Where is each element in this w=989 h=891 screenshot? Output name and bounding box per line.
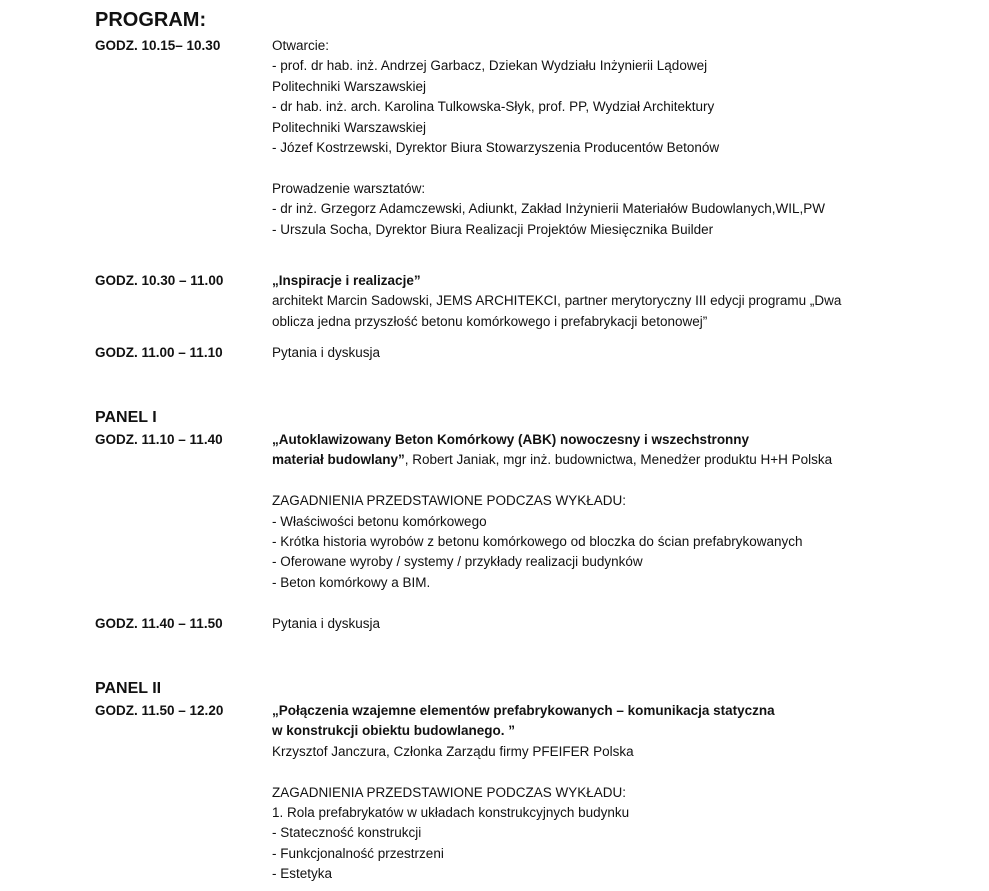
- time-slot-panel-2: GODZ. 11.50 – 12.20: [95, 703, 224, 718]
- panel-1-talk-title-2: materiał budowlany”: [272, 452, 405, 468]
- panel-2-topics-header: ZAGADNIENIA PRZEDSTAWIONE PODCZAS WYKŁADU:: [272, 784, 627, 800]
- time-slot-3: GODZ. 11.00 – 11.10: [95, 345, 223, 360]
- host-1: - dr inż. Grzegorz Adamczewski, Adiunkt, Zakład Inżynierii Materiałów Budowlanych,WIL,PW: [272, 201, 825, 217]
- panel-1-topics-header: ZAGADNIENIA PRZEDSTAWIONE PODCZAS WYKŁADU:: [272, 493, 627, 509]
- time-slot-panel-1-qa: GODZ. 11.40 – 11.50: [95, 616, 223, 631]
- talk-speaker-line-2: oblicza jedna przyszłość betonu komórkowego i prefabrykacji betonowej”: [272, 313, 708, 329]
- qa-text-1: Pytania i dyskusja: [272, 345, 381, 360]
- talk-speaker-line-1: architekt Marcin Sadowski, JEMS ARCHITEKCI, partner merytoryczny III edycji programu „Dwa: [272, 293, 842, 309]
- opening-block: [272, 36, 952, 240]
- qa-block-1: [272, 343, 952, 363]
- panel-2-topic: - Estetyka: [272, 866, 333, 882]
- panel-1-talk-title-1: „Autoklawizowany Beton Komórkowy (ABK) nowoczesny i wszechstronny: [272, 432, 750, 447]
- opening-speaker-3: - Józef Kostrzewski, Dyrektor Biura Stowarzyszenia Producentów Betonów: [272, 140, 720, 156]
- opening-heading: Otwarcie:: [272, 38, 330, 53]
- qa-text-2: Pytania i dyskusja: [272, 616, 381, 631]
- panel-2-talk-title-2: w konstrukcji obiektu budowlanego. ”: [272, 723, 516, 739]
- panel-1-title: PANEL I: [95, 409, 157, 426]
- panel-2-topic: - Funkcjonalność przestrzeni: [272, 845, 444, 861]
- opening-speaker-2-cont: Politechniki Warszawskiej: [272, 119, 427, 135]
- panel-2-title: PANEL II: [95, 680, 162, 697]
- panel-1-topic: - Beton komórkowy a BIM.: [272, 574, 431, 590]
- program-title: PROGRAM:: [95, 9, 207, 31]
- panel-1-topic: - Krótka historia wyrobów z betonu komórkowego od bloczka do ścian prefabrykowanych: [272, 534, 803, 550]
- opening-speaker-1-cont: Politechniki Warszawskiej: [272, 78, 427, 94]
- opening-speaker-1: - prof. dr hab. inż. Andrzej Garbacz, Dziekan Wydziału Inżynierii Lądowej: [272, 58, 708, 74]
- panel-1-talk: [272, 430, 952, 593]
- panel-2-topic: - Stateczność konstrukcji: [272, 825, 422, 841]
- qa-block-2: [272, 614, 952, 634]
- panel-2-topic: 1. Rola prefabrykatów w układach konstrukcyjnych budynku: [272, 805, 630, 821]
- panel-1-topic: - Oferowane wyroby / systemy / przykłady realizacji budynków: [272, 554, 643, 570]
- panel-1-topic: - Właściwości betonu komórkowego: [272, 513, 487, 529]
- time-slot-panel-1: GODZ. 11.10 – 11.40: [95, 432, 223, 447]
- opening-speaker-2: - dr hab. inż. arch. Karolina Tulkowska-Słyk, prof. PP, Wydział Architektury: [272, 99, 715, 115]
- panel-1-speaker: , Robert Janiak, mgr inż. budownictwa, Menedżer produktu H+H Polska: [404, 452, 833, 468]
- hosts-heading: Prowadzenie warsztatów:: [272, 180, 426, 196]
- panel-2-talk-title-1: „Połączenia wzajemne elementów prefabrykowanych – komunikacja statyczna: [272, 703, 775, 718]
- host-2: - Urszula Socha, Dyrektor Biura Realizacji Projektów Miesięcznika Builder: [272, 221, 714, 237]
- panel-2-talk: [272, 701, 952, 885]
- panel-2-speaker: Krzysztof Janczura, Członka Zarządu firmy PFEIFER Polska: [272, 743, 634, 759]
- time-slot-2: GODZ. 10.30 – 11.00: [95, 273, 224, 288]
- talk-title-inspiracje: „Inspiracje i realizacje”: [272, 273, 421, 288]
- time-slot-1: GODZ. 10.15– 10.30: [95, 38, 221, 53]
- inspiration-block: [272, 271, 952, 332]
